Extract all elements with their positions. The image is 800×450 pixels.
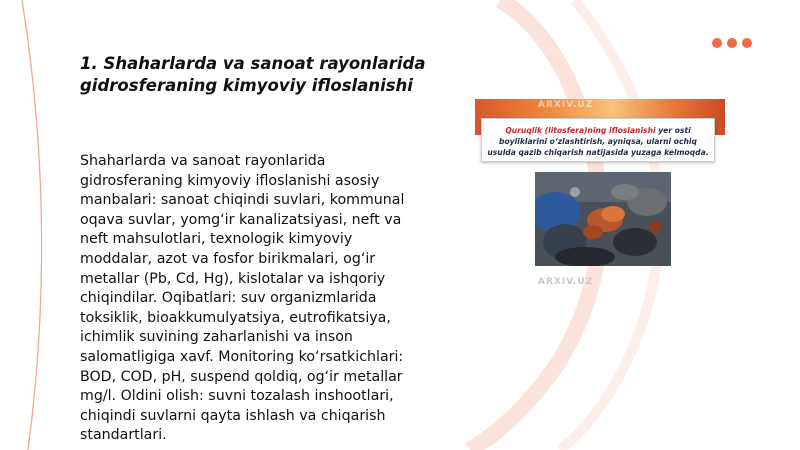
- dot-icon: [727, 38, 737, 48]
- slide-body-text: Shaharlarda va sanoat rayonlarida gidrosferaning kimyoviy ifloslanishi asosiy manbalari: sanoat chiqindi suvlari, kommunal oqava suvlar, yomg‘ir kanalizatsiyasi, neft va neft mahsulotlari, texnologik kimyoviy moddalar, azot va fosfor birikmalari, og‘ir metallar (Pb, Cd, Hg), kislotalar va ishqoriy chiqindilar. Oqibatlari: suv organizmlarida toksiklik, bioakkumulyatsiya, eutrofikatsiya, ichimlik suvining zaharlanishi va inson salomatligiga xavf. Monitoring ko‘rsatkichlari: BOD, COD, pH, suspend qoldiq, og‘ir metallar mg/l. Oldini olish: suvni tozalash inshootlari, chiqindi suvlarni qayta ishlash va chiqarish standartlari.: [80, 153, 405, 444]
- pollution-photo: [535, 172, 671, 266]
- dot-icon: [712, 38, 722, 48]
- caption-highlight: Quruqlik (litosfera)ning ifloslanishi: [505, 126, 656, 135]
- caption-text: yer osti boyliklarini o‘zlashtirish, ayniqsa, ularni ochiq usulda qazib chiqarish natijasida yuzaga kelmoqda.: [487, 126, 709, 157]
- figure-caption: [481, 118, 715, 162]
- watermark-bottom: ARXIV.UZ: [538, 277, 594, 287]
- left-arc-line: [22, 0, 42, 450]
- slide-title: 1. Shaharlarda va sanoat rayonlarida gidrosferaning kimyoviy ifloslanishi: [80, 54, 426, 95]
- watermark-top: ARXIV.UZ: [538, 100, 594, 110]
- pollution-photo-image: [535, 172, 671, 266]
- three-dots-icon: [712, 38, 752, 48]
- dot-icon: [742, 38, 752, 48]
